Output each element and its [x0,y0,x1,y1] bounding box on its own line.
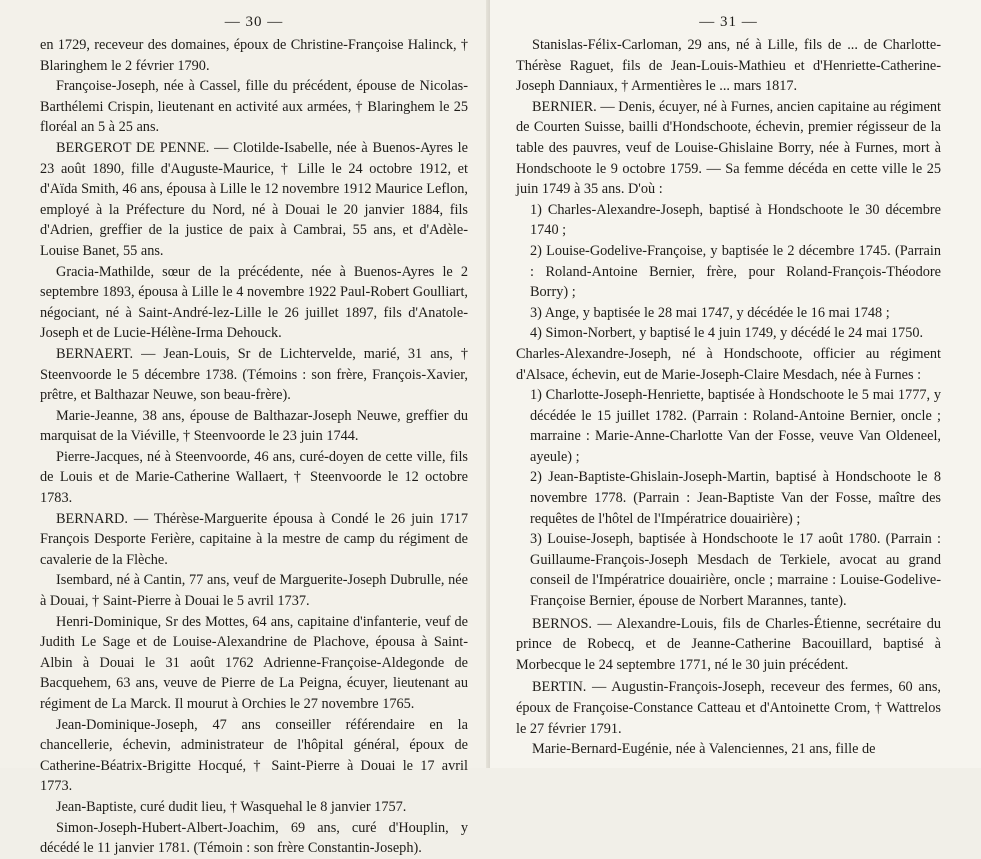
entry-paragraph: Isembard, né à Cantin, 77 ans, veuf de Marguerite-Joseph Dubrulle, née à Douai, † Saint-Pierre à Douai le 5 avril 1737. [40,572,468,610]
entry-paragraph: Jean-Baptiste, curé dudit lieu, † Wasquehal le 8 janvier 1757. [56,798,407,815]
entry-paragraph: BERNAERT. — Jean-Louis, Sr de Lichtervelde, marié, 31 ans, † Steenvoorde le 5 décembre 1738. (Témoins : son frère, François-Xavier, prêtre, et Balthazar Neuwe, son beau-frère). [40,345,468,404]
entry-paragraph: Simon-Joseph-Hubert-Albert-Joachim, 69 ans, curé d'Houplin, y décédé le 11 janvier 1781. (Témoin : son frère Constantin-Joseph). [40,819,468,857]
list-item: 1) Charles-Alexandre-Joseph, baptisé à Hondschoote le 30 décembre 1740 ; [530,201,941,239]
entry-paragraph: BERGEROT DE PENNE. — Clotilde-Isabelle, née à Buenos-Ayres le 23 août 1890, fille d'Auguste-Maurice, † Lille le 24 octobre 1912, et d'Aïda Smith, 46 ans, épousa à Lille le 12 novembre 1912 Maurice Leflon, employé à la Préfecture du Nord, né à Douai le 20 janvier 1884, fils d'Adrien, greffier de la justice de paix à Cambrai, 55 ans, et d'Adèle-Louise Banet, 55 ans. [40,139,468,259]
list-item: 3) Louise-Joseph, baptisée à Hondschoote le 17 août 1780. (Parrain : Guillaume-François-Joseph Mesdach de Terkiele, avocat au grand conseil de l'Impératrice douairière, oncle ; marraine : Louise-Godelive-Françoise Bernier, épouse de Norbert Marannes, tante). [530,531,941,610]
entry-paragraph: Charles-Alexandre-Joseph, né à Hondschoote, officier au régiment d'Alsace, échevin, eut de Marie-Joseph-Claire Mesdach, née à Furnes : [516,345,941,383]
left-page-number: — 30 — [224,14,284,30]
entry-paragraph: Henri-Dominique, Sr des Mottes, 64 ans, capitaine d'infanterie, veuf de Judith Le Sage et de Louise-Alexandrine de Plachove, épousa à Saint-Albin à Douai le 31 août 1762 Adrienne-Françoise-Aldegonde de Bacquehem, 63 ans, veuve de Pierre de La Peigna, écuyer, lieutenant au régiment de La Marck. Il mourut à Orchies le 27 novembre 1765. [40,613,468,712]
entry-paragraph: en 1729, receveur des domaines, époux de Christine-Françoise Halinck, † Blaringhem le 2 février 1790. [40,37,468,74]
right-page-number: — 31 — [699,14,758,30]
entry-paragraph: BERTIN. — Augustin-François-Joseph, receveur des fermes, 60 ans, époux de Françoise-Constance Catteau et d'Antoinette Crom, † Wattrelos le 27 février 1791. [516,679,941,737]
entry-paragraph: Marie-Bernard-Eugénie, née à Valenciennes, 21 ans, fille de [532,741,876,758]
left-page-text [40,35,468,859]
list-item: 2) Jean-Baptiste-Ghislain-Joseph-Martin, baptisé à Hondschoote le 8 novembre 1778. (Parrain : Jean-Baptiste Van der Fosse, maître des requêtes de l'hôtel de l'Impératrice douairière) ; [530,469,941,527]
entry-paragraph: Pierre-Jacques, né à Steenvoorde, 46 ans, curé-doyen de cette ville, fils de Louis et de Marie-Catherine Wallaert, † Steenvoorde le 12 octobre 1783. [40,448,468,507]
list-item: 2) Louise-Godelive-Françoise, y baptisée le 2 décembre 1745. (Parrain : Roland-Antoine Bernier, frère, pour Roland-François-Théodore Borry) ; [530,242,941,301]
entry-paragraph: BERNARD. — Thérèse-Marguerite épousa à Condé le 26 juin 1717 François Desporte Ferière, capitaine à la mestre de camp du régiment de cavalerie de la Flèche. [40,510,468,568]
entry-paragraph: Stanislas-Félix-Carloman, 29 ans, né à Lille, fils de ... de Charlotte-Thérèse Raguet, fils de Jean-Louis-Mathieu et d'Henriette-Catherine-Joseph Danniaux, † Armentières le ... mars 1817. [516,37,941,95]
entry-paragraph: Marie-Jeanne, 38 ans, épouse de Balthazar-Joseph Neuwe, greffier du marquisat de la Viéville, † Steenvoorde le 23 juin 1744. [40,407,468,445]
entry-paragraph: Jean-Dominique-Joseph, 47 ans conseiller référendaire en la chancellerie, échevin, administrateur de l'hôpital général, époux de Catherine-Béatrix-Brigitte Hocqué, † Saint-Pierre à Douai le 17 avril 1773. [40,716,468,795]
right-page-text [516,35,941,760]
right-page [490,0,981,768]
entry-paragraph: BERNOS. — Alexandre-Louis, fils de Charles-Étienne, secrétaire du prince de Robecq, et de Jeanne-Catherine Bacouillard, baptisé à Morbecque le 24 septembre 1771, né le 30 juin précédent. [516,615,941,673]
entry-paragraph: Françoise-Joseph, née à Cassel, fille du précédent, épouse de Nicolas-Barthélemi Crispin, lieutenant en activité aux armées, † Blaringhem le 25 floréal an 5 à 25 ans. [40,78,468,136]
list-item: 4) Simon-Norbert, y baptisé le 4 juin 1749, y décédé le 24 mai 1750. [530,325,924,342]
entry-paragraph: Gracia-Mathilde, sœur de la précédente, née à Buenos-Ayres le 2 septembre 1893, épousa à Lille le 4 novembre 1922 Paul-Robert Goulliart, négociant, né à Saint-André-lez-Lille le 26 juillet 1897, fils d'Anatole-Joseph et de Lucie-Hélène-Irma Dehouck. [40,263,468,342]
list-item: 3) Ange, y baptisée le 28 mai 1747, y décédée le 16 mai 1748 ; [530,304,890,321]
entry-paragraph: BERNIER. — Denis, écuyer, né à Furnes, ancien capitaine au régiment de Courten Suisse, bailli d'Hondschoote, échevin, premier régisseur de la table des pauvres, veuf de Louise-Ghislaine Borry, née à Furnes, mort à Hondschoote le 9 octobre 1759. — Sa femme décéda en cette ville le 25 juin 1749 à 35 ans. D'où : [516,98,941,198]
list-item: 1) Charlotte-Joseph-Henriette, baptisée à Hondschoote le 5 mai 1777, y décédée le 15 juillet 1782. (Parrain : Roland-Antoine Bernier, oncle ; marraine : Marie-Anne-Charlotte Van der Fosse, veuve Van Oldeneel, ayeule) ; [530,387,941,465]
left-page [0,0,490,857]
